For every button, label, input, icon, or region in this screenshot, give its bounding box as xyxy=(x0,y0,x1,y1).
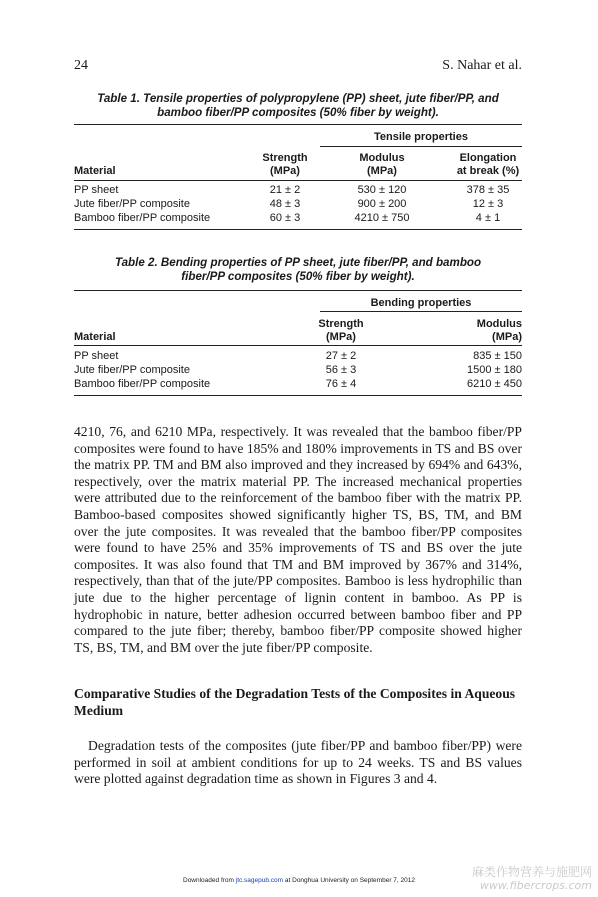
table-row-modulus: 835 ± 150 xyxy=(473,350,522,362)
table2-caption-line2: fiber/PP composites (50% fiber by weight). xyxy=(181,270,415,283)
table-row-material: PP sheet xyxy=(74,184,119,196)
table-row-strength: 27 ± 2 xyxy=(325,350,357,362)
table-row-modulus: 530 ± 120 xyxy=(357,184,407,196)
table2-caption xyxy=(74,256,522,284)
table-row-material: PP sheet xyxy=(74,350,119,362)
table-row-strength: 60 ± 3 xyxy=(269,212,301,224)
table2-header-rule xyxy=(74,345,522,346)
table-row-modulus: 6210 ± 450 xyxy=(467,378,522,390)
table-row-material: Jute fiber/PP composite xyxy=(74,198,190,210)
table2-col-strength: Strength (MPa) xyxy=(318,318,364,343)
table-row-strength: 48 ± 3 xyxy=(269,198,301,210)
table1-col-elongation: Elongation at break (%) xyxy=(456,152,520,177)
body-paragraph-2: Degradation tests of the composites (jute fiber/PP and bamboo fiber/PP) were performed in soil at ambient conditions for up to 24 weeks. TS and BS values were plotted against degradation time as shown in Figures 3 and 4. xyxy=(74,738,522,787)
table1-caption-line1: Table 1. Tensile properties of polypropylene (PP) sheet, jute fiber/PP, and xyxy=(97,92,499,105)
body-paragraph: 4210, 76, and 6210 MPa, respectively. It was revealed that the bamboo fiber/PP composites were found to have 185% and 180% improvements in TS and BS over the matrix PP. TM and BM also improved and they increased by 694% and 643%, respectively, over the matrix material PP. The increased mechanical properties were attributed due to the reinforcement of the bamboo fiber with the matrix PP. Bamboo-based composites showed significantly higher TS, BS, TM, and BM over the jute composites. It was revealed that the bamboo fiber/PP composites were found to have 25% and 35% improvements of TS and BS over the jute composites. It was also found that TM and BM improved by 367% and 314%, respectively, than that of the jute/PP composites. Bamboo is less hydrophilic than jute due to the higher percentage of lignin content in bamboo. As PP is hydrophobic in nature, better adhesion occurred between bamboo fiber and PP compared to the jute fiber; thereby, bamboo fiber/PP composite showed higher TS, BS, TM, and BM over the jute fiber/PP composite. xyxy=(74,424,522,655)
table-row-modulus: 1500 ± 180 xyxy=(467,364,522,376)
table1-bottom-rule xyxy=(74,229,522,230)
table-row-material: Jute fiber/PP composite xyxy=(74,364,190,376)
table1-caption xyxy=(74,92,522,120)
page-header xyxy=(74,58,522,74)
table1-group-rule xyxy=(320,146,522,147)
table2-col-modulus: Modulus (MPa) xyxy=(476,318,522,343)
table-row-modulus: 4210 ± 750 xyxy=(354,212,410,224)
table1-top-rule xyxy=(74,124,522,125)
table2-group-header: Bending properties xyxy=(370,297,472,309)
table1-col-material: Material xyxy=(74,165,116,177)
table-row-strength: 56 ± 3 xyxy=(325,364,357,376)
table-row-modulus: 900 ± 200 xyxy=(357,198,407,210)
table-row-elongation: 378 ± 35 xyxy=(466,184,510,196)
table1-header-rule xyxy=(74,180,522,181)
table1-group-header: Tensile properties xyxy=(374,131,468,143)
table-row-material: Bamboo fiber/PP composite xyxy=(74,212,211,224)
running-head: S. Nahar et al. xyxy=(442,58,522,73)
table-row-material: Bamboo fiber/PP composite xyxy=(74,378,211,390)
footer-suffix: at Donghua University on September 7, 2012 xyxy=(283,877,415,884)
table2-caption-line1: Table 2. Bending properties of PP sheet, jute fiber/PP, and bamboo xyxy=(114,256,482,269)
table2-top-rule xyxy=(74,290,522,291)
table-row-strength: 76 ± 4 xyxy=(325,378,357,390)
table1-col-modulus: Modulus (MPa) xyxy=(359,152,405,177)
table-row-elongation: 12 ± 3 xyxy=(472,198,504,210)
table2-group-rule xyxy=(320,311,522,312)
page-number: 24 xyxy=(74,58,88,73)
table1-caption-line2: bamboo fiber/PP composites (50% fiber by weight). xyxy=(157,106,439,119)
table1-col-strength: Strength (MPa) xyxy=(262,152,308,177)
section-title: Comparative Studies of the Degradation Tests of the Composites in Aqueous Medium xyxy=(74,686,516,718)
table-row-elongation: 4 ± 1 xyxy=(475,212,501,224)
table2-bottom-rule xyxy=(74,395,522,396)
footer-prefix: Downloaded from xyxy=(183,877,236,884)
table-row-strength: 21 ± 2 xyxy=(269,184,301,196)
table2-col-material: Material xyxy=(74,331,116,343)
watermark-url: www.fibercrops.com xyxy=(479,879,592,892)
footer-link[interactable]: jtc.sagepub.com xyxy=(235,877,284,884)
watermark-cn: 麻类作物营养与施肥网 xyxy=(471,865,592,879)
